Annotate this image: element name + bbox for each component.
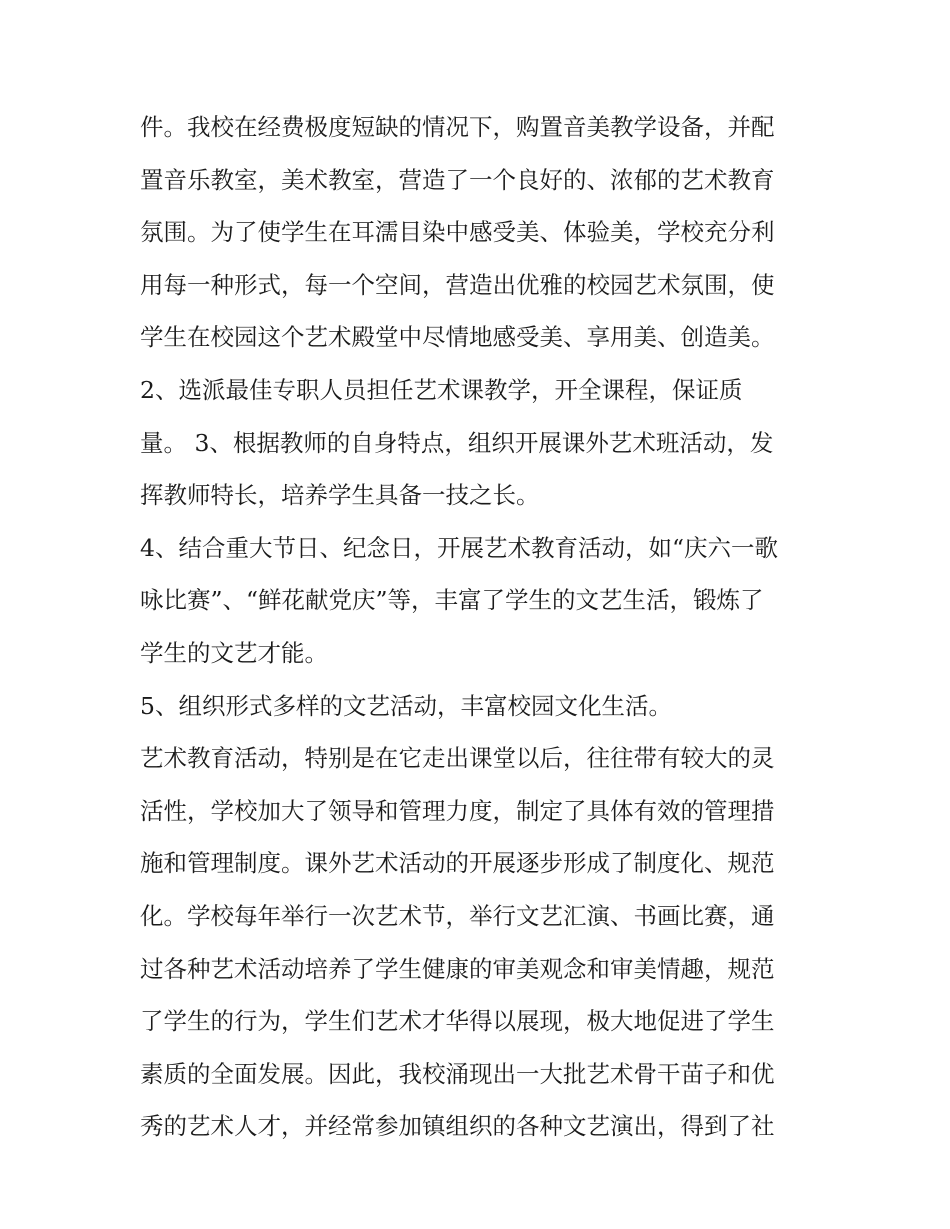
text-line-9: 4、结合重大节日、纪念日，开展艺术教育活动，如“庆六一歌: [140, 533, 778, 562]
text-line-8: 挥教师特长，培养学生具备一技之长。: [140, 481, 540, 510]
text-line-6: 2、选派最佳专职人员担任艺术课教学，开全课程，保证质: [140, 375, 743, 404]
text-line-13: 艺术教育活动，特别是在它走出课堂以后，往往带有较大的灵: [140, 744, 775, 773]
text-line-2: 置音乐教室，美术教室，营造了一个良好的、浓郁的艺术教育: [140, 165, 775, 194]
text-line-12: 5、组织形式多样的文艺活动，丰富校园文化生活。: [140, 691, 672, 720]
text-line-10: 咏比赛”、“鲜花献党庆”等，丰富了学生的文艺生活，锻炼了: [140, 586, 764, 615]
body-text: [140, 101, 820, 1153]
text-line-15: 施和管理制度。课外艺术活动的开展逐步形成了制度化、规范: [140, 849, 775, 878]
text-line-7: 量。 3、根据教师的自身特点，组织开展课外艺术班活动，发: [140, 428, 774, 457]
text-line-16: 化。学校每年举行一次艺术节，举行文艺汇演、书画比赛，通: [140, 901, 775, 930]
text-line-11: 学生的文艺才能。: [140, 638, 328, 667]
text-line-4: 用每一种形式，每一个空间，营造出优雅的校园艺术氛围，使: [140, 270, 775, 299]
text-line-17: 过各种艺术活动培养了学生健康的审美观念和审美情趣，规范: [140, 954, 775, 983]
text-line-3: 氛围。为了使学生在耳濡目染中感受美、体验美，学校充分利: [140, 218, 775, 247]
text-line-20: 秀的艺术人才，并经常参加镇组织的各种文艺演出，得到了社: [140, 1112, 775, 1141]
text-line-5: 学生在校园这个艺术殿堂中尽情地感受美、享用美、创造美。: [140, 323, 775, 352]
text-line-1: 件。我校在经费极度短缺的情况下，购置音美教学设备，并配: [140, 113, 775, 141]
text-line-14: 活性，学校加大了领导和管理力度，制定了具体有效的管理措: [140, 796, 775, 825]
text-line-19: 素质的全面发展。因此，我校涌现出一大批艺术骨干苗子和优: [140, 1059, 775, 1088]
text-line-18: 了学生的行为，学生们艺术才华得以展现，极大地促进了学生: [140, 1007, 775, 1036]
